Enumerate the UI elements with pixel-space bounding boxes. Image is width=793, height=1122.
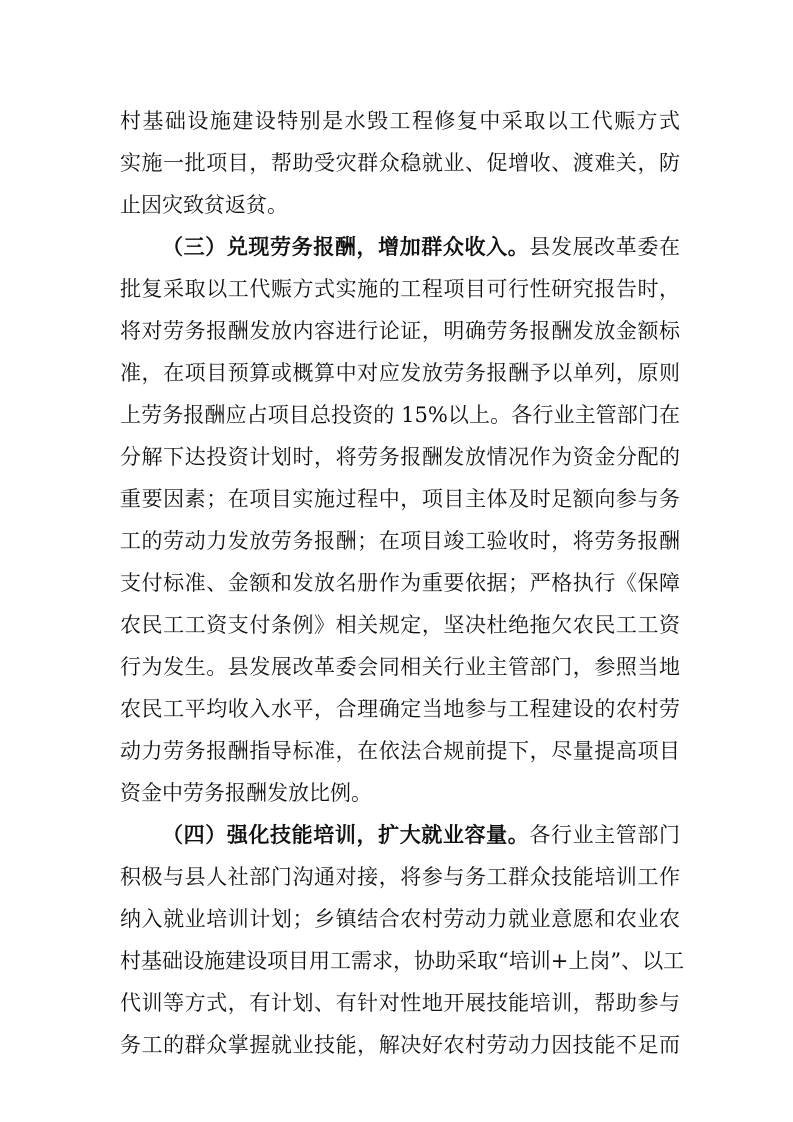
text-line: 工的劳动力发放劳务报酬；在项目竣工验收时，将劳务报酬 [120, 529, 680, 553]
text-run: 各行业主管部门 [529, 823, 681, 847]
text-line: 上劳务报酬应占项目总投资的 15%以上。各行业主管部门在 [120, 403, 680, 427]
section-heading: （三）兑现劳务报酬，增加群众收入。 [162, 234, 530, 259]
text-line: 农民工工资支付条例》相关规定，坚决杜绝拖欠农民工工资 [120, 613, 680, 637]
text-line: 农民工平均收入水平，合理确定当地参与工程建设的农村劳 [120, 697, 680, 721]
text-line: 务工的群众掌握就业技能，解决好农村劳动力因技能不足而 [120, 1033, 680, 1057]
section-heading: （四）强化技能培训，扩大就业容量。 [162, 822, 530, 847]
text-line: 代训等方式，有计划、有针对性地开展技能培训，帮助参与 [120, 991, 680, 1015]
text-line: 村基础设施建设项目用工需求，协助采取“培训+上岗”、以工 [120, 949, 685, 973]
section-heading-line [162, 229, 680, 265]
text-line: 积极与县人社部门沟通对接，将参与务工群众技能培训工作 [120, 865, 680, 889]
text-line: 将对劳务报酬发放内容进行论证，明确劳务报酬发放金额标 [120, 319, 680, 343]
text-line: 纳入就业培训计划；乡镇结合农村劳动力就业意愿和农业农 [120, 907, 680, 931]
text-line: 重要因素；在项目实施过程中，项目主体及时足额向参与务 [120, 487, 680, 511]
text-run: 县发展改革委在 [529, 235, 681, 259]
text-line: 行为发生。县发展改革委会同相关行业主管部门，参照当地 [120, 655, 680, 679]
text-line: 实施一批项目，帮助受灾群众稳就业、促增收、渡难关，防 [120, 151, 680, 175]
text-line: 支付标准、金额和发放名册作为重要依据；严格执行《保障 [120, 571, 680, 595]
text-line: 分解下达投资计划时，将劳务报酬发放情况作为资金分配的 [120, 445, 680, 469]
text-line: 止因灾致贫返贫。 [120, 193, 288, 217]
text-line: 准，在项目预算或概算中对应发放劳务报酬予以单列，原则 [120, 361, 680, 385]
text-line: 资金中劳务报酬发放比例。 [120, 781, 372, 805]
text-line: 批复采取以工代赈方式实施的工程项目可行性研究报告时， [120, 277, 680, 301]
section-heading-line [162, 817, 680, 853]
text-line: 村基础设施建设特别是水毁工程修复中采取以工代赈方式 [120, 109, 680, 133]
text-line: 动力劳务报酬指导标准，在依法合规前提下，尽量提高项目 [120, 739, 680, 763]
